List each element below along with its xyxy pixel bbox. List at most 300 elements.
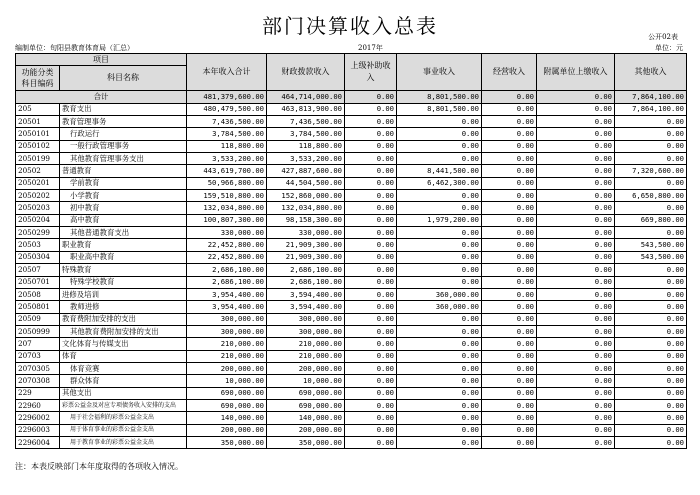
- table-row: [16, 325, 687, 337]
- header-col-2: 上级补助收入: [345, 54, 397, 91]
- row-value: 7,436,500.00: [187, 116, 267, 128]
- total-label: 合计: [16, 91, 187, 103]
- table-row: [16, 424, 687, 436]
- row-value: 0.00: [537, 264, 615, 276]
- row-value: 7,436,500.00: [267, 116, 345, 128]
- row-value: 0.00: [615, 202, 687, 214]
- row-value: 480,479,500.00: [187, 103, 267, 115]
- table-row: [16, 165, 687, 177]
- row-code: 22960: [16, 399, 60, 411]
- row-value: 10,000.00: [267, 375, 345, 387]
- row-value: 0.00: [615, 350, 687, 362]
- row-value: 2,686,100.00: [187, 264, 267, 276]
- row-value: 0.00: [537, 177, 615, 189]
- row-value: 0.00: [345, 103, 397, 115]
- row-name: 行政运行: [60, 128, 187, 140]
- row-value: 0.00: [537, 190, 615, 202]
- row-value: 0.00: [537, 325, 615, 337]
- total-value: 0.00: [537, 91, 615, 103]
- row-value: 0.00: [345, 239, 397, 251]
- table-row: [16, 153, 687, 165]
- row-value: 0.00: [397, 424, 482, 436]
- row-value: 0.00: [615, 177, 687, 189]
- row-value: 0.00: [537, 412, 615, 424]
- row-name: 用于体育事业的彩票公益金支出: [60, 424, 187, 436]
- row-name: 一般行政管理事务: [60, 140, 187, 152]
- row-value: 0.00: [537, 350, 615, 362]
- row-value: 0.00: [537, 165, 615, 177]
- row-value: 360,000.00: [397, 301, 482, 313]
- row-value: 443,619,700.00: [187, 165, 267, 177]
- row-value: 0.00: [482, 103, 537, 115]
- currency-label: 单位：元: [655, 44, 683, 52]
- row-value: 0.00: [345, 325, 397, 337]
- row-value: 330,000.00: [187, 227, 267, 239]
- row-value: 3,954,400.00: [187, 288, 267, 300]
- row-value: 0.00: [537, 251, 615, 263]
- row-value: 3,594,400.00: [267, 301, 345, 313]
- row-name: 体育竞赛: [60, 362, 187, 374]
- row-value: 0.00: [615, 325, 687, 337]
- row-value: 0.00: [537, 227, 615, 239]
- page-title: 部门决算收入总表: [262, 14, 438, 38]
- row-name: 初中教育: [60, 202, 187, 214]
- row-value: 0.00: [537, 338, 615, 350]
- table-row: [16, 436, 687, 448]
- row-value: 0.00: [537, 301, 615, 313]
- row-code: 2050999: [16, 325, 60, 337]
- row-value: 0.00: [345, 412, 397, 424]
- row-value: 132,034,800.00: [267, 202, 345, 214]
- row-name: 群众体育: [60, 375, 187, 387]
- report-meta: [15, 43, 683, 53]
- row-value: 0.00: [615, 362, 687, 374]
- row-value: 0.00: [482, 227, 537, 239]
- row-value: 543,500.00: [615, 239, 687, 251]
- row-value: 0.00: [397, 375, 482, 387]
- row-code: 2050203: [16, 202, 60, 214]
- row-value: 21,909,300.00: [267, 239, 345, 251]
- row-code: 20508: [16, 288, 60, 300]
- row-value: 0.00: [345, 301, 397, 313]
- row-value: 0.00: [615, 375, 687, 387]
- row-name: 体育: [60, 350, 187, 362]
- row-value: 0.00: [615, 140, 687, 152]
- row-value: 360,000.00: [397, 288, 482, 300]
- row-value: 3,954,400.00: [187, 301, 267, 313]
- row-value: 3,533,200.00: [187, 153, 267, 165]
- row-code: 2050204: [16, 214, 60, 226]
- row-value: 0.00: [537, 103, 615, 115]
- header-col-1: 财政拨款收入: [267, 54, 345, 91]
- row-value: 200,000.00: [187, 424, 267, 436]
- table-row: [16, 301, 687, 313]
- table-row: [16, 202, 687, 214]
- row-value: 0.00: [482, 116, 537, 128]
- row-value: 0.00: [482, 214, 537, 226]
- total-value: 0.00: [345, 91, 397, 103]
- row-value: 44,504,500.00: [267, 177, 345, 189]
- row-code: 2050202: [16, 190, 60, 202]
- row-value: 300,000.00: [267, 313, 345, 325]
- total-value: 8,801,500.00: [397, 91, 482, 103]
- row-value: 0.00: [537, 214, 615, 226]
- row-value: 0.00: [482, 362, 537, 374]
- row-value: 0.00: [615, 412, 687, 424]
- row-value: 0.00: [537, 140, 615, 152]
- row-value: 0.00: [482, 239, 537, 251]
- header-col-5: 附属单位上缴收入: [537, 54, 615, 91]
- row-value: 22,452,800.00: [187, 239, 267, 251]
- row-value: 0.00: [482, 128, 537, 140]
- row-value: 690,000.00: [267, 387, 345, 399]
- header-project: 项目: [16, 54, 187, 66]
- row-value: 0.00: [615, 288, 687, 300]
- row-value: 427,887,600.00: [267, 165, 345, 177]
- row-code: 20502: [16, 165, 60, 177]
- row-code: 2050102: [16, 140, 60, 152]
- row-value: 0.00: [345, 264, 397, 276]
- row-code: 20509: [16, 313, 60, 325]
- row-value: 22,452,800.00: [187, 251, 267, 263]
- header-col-3: 事业收入: [397, 54, 482, 91]
- table-row: [16, 288, 687, 300]
- row-value: 0.00: [537, 375, 615, 387]
- total-value: 464,714,000.00: [267, 91, 345, 103]
- row-value: 0.00: [397, 399, 482, 411]
- row-value: 118,800.00: [187, 140, 267, 152]
- header-code: 功能分类科目编码: [16, 66, 60, 91]
- row-value: 0.00: [482, 251, 537, 263]
- row-value: 0.00: [397, 350, 482, 362]
- row-code: 2070305: [16, 362, 60, 374]
- total-value: 481,379,600.00: [187, 91, 267, 103]
- row-value: 0.00: [482, 264, 537, 276]
- row-value: 0.00: [482, 350, 537, 362]
- row-code: 2050304: [16, 251, 60, 263]
- row-value: 0.00: [482, 338, 537, 350]
- row-value: 200,000.00: [267, 424, 345, 436]
- row-value: 7,320,600.00: [615, 165, 687, 177]
- table-row: [16, 350, 687, 362]
- row-value: 0.00: [482, 165, 537, 177]
- row-value: 210,000.00: [187, 350, 267, 362]
- row-value: 0.00: [345, 436, 397, 448]
- row-value: 21,909,300.00: [267, 251, 345, 263]
- row-value: 0.00: [345, 202, 397, 214]
- row-name: 特殊教育: [60, 264, 187, 276]
- row-value: 210,000.00: [267, 350, 345, 362]
- table-row: [16, 387, 687, 399]
- row-value: 0.00: [397, 140, 482, 152]
- row-name: 用于教育事业的彩票公益金支出: [60, 436, 187, 448]
- row-value: 0.00: [397, 313, 482, 325]
- row-code: 2050701: [16, 276, 60, 288]
- row-value: 0.00: [397, 190, 482, 202]
- row-value: 0.00: [345, 140, 397, 152]
- row-value: 3,784,500.00: [187, 128, 267, 140]
- row-value: 3,784,500.00: [267, 128, 345, 140]
- header-col-0: 本年收入合计: [187, 54, 267, 91]
- row-value: 0.00: [482, 424, 537, 436]
- row-value: 0.00: [345, 116, 397, 128]
- row-value: 0.00: [345, 375, 397, 387]
- row-value: 0.00: [615, 264, 687, 276]
- row-code: 2050101: [16, 128, 60, 140]
- row-code: 2050801: [16, 301, 60, 313]
- row-value: 0.00: [482, 276, 537, 288]
- row-value: 0.00: [615, 301, 687, 313]
- row-value: 0.00: [345, 128, 397, 140]
- row-value: 152,860,000.00: [267, 190, 345, 202]
- row-value: 10,000.00: [187, 375, 267, 387]
- row-name: 教育支出: [60, 103, 187, 115]
- row-code: 229: [16, 387, 60, 399]
- row-value: 690,000.00: [187, 399, 267, 411]
- row-value: 0.00: [537, 276, 615, 288]
- row-value: 0.00: [482, 325, 537, 337]
- row-value: 1,979,200.00: [397, 214, 482, 226]
- row-value: 0.00: [537, 387, 615, 399]
- table-row: [16, 264, 687, 276]
- row-value: 0.00: [615, 387, 687, 399]
- row-value: 0.00: [615, 227, 687, 239]
- row-name: 其他支出: [60, 387, 187, 399]
- row-name: 职业教育: [60, 239, 187, 251]
- row-value: 2,686,100.00: [187, 276, 267, 288]
- row-value: 0.00: [482, 190, 537, 202]
- row-value: 0.00: [397, 338, 482, 350]
- row-value: 0.00: [397, 202, 482, 214]
- row-value: 0.00: [537, 424, 615, 436]
- row-value: 200,000.00: [187, 362, 267, 374]
- row-code: 2296003: [16, 424, 60, 436]
- table-row: [16, 338, 687, 350]
- table-row: [16, 251, 687, 263]
- row-value: 0.00: [615, 424, 687, 436]
- row-name: 文化体育与传媒支出: [60, 338, 187, 350]
- row-code: 20507: [16, 264, 60, 276]
- row-value: 0.00: [345, 362, 397, 374]
- table-row: [16, 399, 687, 411]
- total-value: 7,864,100.00: [615, 91, 687, 103]
- row-value: 0.00: [345, 276, 397, 288]
- row-code: 20501: [16, 116, 60, 128]
- row-name: 其他教育费附加安排的支出: [60, 325, 187, 337]
- row-value: 0.00: [537, 436, 615, 448]
- row-name: 教育费附加安排的支出: [60, 313, 187, 325]
- row-value: 0.00: [345, 387, 397, 399]
- row-value: 132,034,800.00: [187, 202, 267, 214]
- row-value: 0.00: [397, 227, 482, 239]
- row-value: 0.00: [537, 128, 615, 140]
- footnote: 注：本表反映部门本年度取得的各项收入情况。: [15, 462, 183, 471]
- row-value: 0.00: [397, 251, 482, 263]
- row-value: 98,158,300.00: [267, 214, 345, 226]
- row-value: 0.00: [537, 362, 615, 374]
- row-code: 2050201: [16, 177, 60, 189]
- row-name: 教育管理事务: [60, 116, 187, 128]
- row-value: 0.00: [345, 399, 397, 411]
- row-value: 0.00: [345, 288, 397, 300]
- row-value: 0.00: [345, 190, 397, 202]
- row-value: 2,686,100.00: [267, 276, 345, 288]
- row-value: 0.00: [345, 165, 397, 177]
- table-row: [16, 103, 687, 115]
- form-code: 公开02表: [648, 33, 678, 41]
- row-name: 用于社会福利的彩票公益金支出: [60, 412, 187, 424]
- table-row: [16, 116, 687, 128]
- row-value: 0.00: [482, 153, 537, 165]
- row-value: 0.00: [482, 399, 537, 411]
- row-code: 2050199: [16, 153, 60, 165]
- row-value: 6,462,300.00: [397, 177, 482, 189]
- row-value: 350,000.00: [267, 436, 345, 448]
- row-value: 6,650,800.00: [615, 190, 687, 202]
- row-code: 2070308: [16, 375, 60, 387]
- row-value: 0.00: [615, 128, 687, 140]
- row-value: 3,533,200.00: [267, 153, 345, 165]
- table-row: [16, 190, 687, 202]
- unit-label: 编制单位：旬阳县教育体育局（汇总）: [15, 44, 134, 52]
- row-value: 0.00: [537, 288, 615, 300]
- revenue-table: [15, 53, 687, 449]
- row-value: 0.00: [615, 436, 687, 448]
- row-name: 职业高中教育: [60, 251, 187, 263]
- row-value: 0.00: [482, 387, 537, 399]
- row-value: 0.00: [615, 399, 687, 411]
- row-code: 20503: [16, 239, 60, 251]
- row-value: 0.00: [537, 399, 615, 411]
- row-value: 0.00: [615, 338, 687, 350]
- row-value: 300,000.00: [187, 325, 267, 337]
- header-name: 科目名称: [60, 66, 187, 91]
- table-row: [16, 412, 687, 424]
- row-name: 其他教育管理事务支出: [60, 153, 187, 165]
- row-name: 高中教育: [60, 214, 187, 226]
- row-value: 210,000.00: [187, 338, 267, 350]
- row-value: 0.00: [397, 264, 482, 276]
- row-value: 0.00: [397, 362, 482, 374]
- row-value: 0.00: [482, 140, 537, 152]
- row-name: 彩票公益金及对应专项债务收入安排的支出: [60, 399, 187, 411]
- row-value: 140,000.00: [187, 412, 267, 424]
- row-value: 118,800.00: [267, 140, 345, 152]
- row-value: 8,801,500.00: [397, 103, 482, 115]
- row-value: 0.00: [397, 276, 482, 288]
- row-value: 690,000.00: [187, 387, 267, 399]
- table-row: [16, 227, 687, 239]
- row-value: 543,500.00: [615, 251, 687, 263]
- row-code: 2296002: [16, 412, 60, 424]
- row-value: 300,000.00: [267, 325, 345, 337]
- row-value: 0.00: [345, 227, 397, 239]
- row-value: 0.00: [345, 338, 397, 350]
- row-value: 0.00: [482, 375, 537, 387]
- row-name: 特殊学校教育: [60, 276, 187, 288]
- row-value: 690,000.00: [267, 399, 345, 411]
- table-row: [16, 375, 687, 387]
- row-code: 2296004: [16, 436, 60, 448]
- table-row: [16, 276, 687, 288]
- row-value: 0.00: [615, 276, 687, 288]
- row-code: 207: [16, 338, 60, 350]
- row-value: 0.00: [397, 116, 482, 128]
- row-value: 50,966,800.00: [187, 177, 267, 189]
- total-value: 0.00: [482, 91, 537, 103]
- row-value: 0.00: [397, 153, 482, 165]
- table-row: [16, 214, 687, 226]
- row-value: 0.00: [482, 436, 537, 448]
- row-name: 教师进修: [60, 301, 187, 313]
- table-row: [16, 239, 687, 251]
- row-value: 210,000.00: [267, 338, 345, 350]
- table-row: [16, 313, 687, 325]
- table-row: [16, 177, 687, 189]
- table-row: [16, 362, 687, 374]
- row-value: 463,813,900.00: [267, 103, 345, 115]
- row-value: 0.00: [397, 239, 482, 251]
- row-value: 0.00: [537, 153, 615, 165]
- row-value: 0.00: [482, 301, 537, 313]
- row-name: 小学教育: [60, 190, 187, 202]
- row-name: 其他普通教育支出: [60, 227, 187, 239]
- row-value: 0.00: [615, 153, 687, 165]
- row-value: 0.00: [397, 436, 482, 448]
- row-value: 0.00: [345, 177, 397, 189]
- row-value: 8,441,500.00: [397, 165, 482, 177]
- row-code: 2050299: [16, 227, 60, 239]
- row-value: 0.00: [345, 350, 397, 362]
- row-value: 0.00: [397, 128, 482, 140]
- row-value: 0.00: [482, 313, 537, 325]
- row-value: 0.00: [345, 214, 397, 226]
- row-value: 0.00: [537, 313, 615, 325]
- row-value: 0.00: [345, 251, 397, 263]
- row-value: 3,594,400.00: [267, 288, 345, 300]
- row-code: 205: [16, 103, 60, 115]
- row-value: 0.00: [345, 153, 397, 165]
- header-col-6: 其他收入: [615, 54, 687, 91]
- row-name: 进修及培训: [60, 288, 187, 300]
- row-value: 0.00: [345, 424, 397, 436]
- row-code: 20703: [16, 350, 60, 362]
- row-value: 350,000.00: [187, 436, 267, 448]
- row-value: 330,000.00: [267, 227, 345, 239]
- row-value: 0.00: [537, 116, 615, 128]
- row-value: 0.00: [482, 202, 537, 214]
- table-row: [16, 140, 687, 152]
- year-label: 2017年: [358, 44, 383, 52]
- row-value: 0.00: [615, 116, 687, 128]
- row-name: 学前教育: [60, 177, 187, 189]
- row-value: 0.00: [537, 202, 615, 214]
- row-value: 159,510,800.00: [187, 190, 267, 202]
- header-col-4: 经营收入: [482, 54, 537, 91]
- row-name: 普通教育: [60, 165, 187, 177]
- row-value: 0.00: [482, 412, 537, 424]
- row-value: 0.00: [615, 313, 687, 325]
- row-value: 300,000.00: [187, 313, 267, 325]
- row-value: 0.00: [482, 288, 537, 300]
- row-value: 200,000.00: [267, 362, 345, 374]
- row-value: 7,864,100.00: [615, 103, 687, 115]
- table-row: [16, 128, 687, 140]
- row-value: 2,686,100.00: [267, 264, 345, 276]
- row-value: 0.00: [397, 387, 482, 399]
- row-value: 0.00: [537, 239, 615, 251]
- row-value: 669,800.00: [615, 214, 687, 226]
